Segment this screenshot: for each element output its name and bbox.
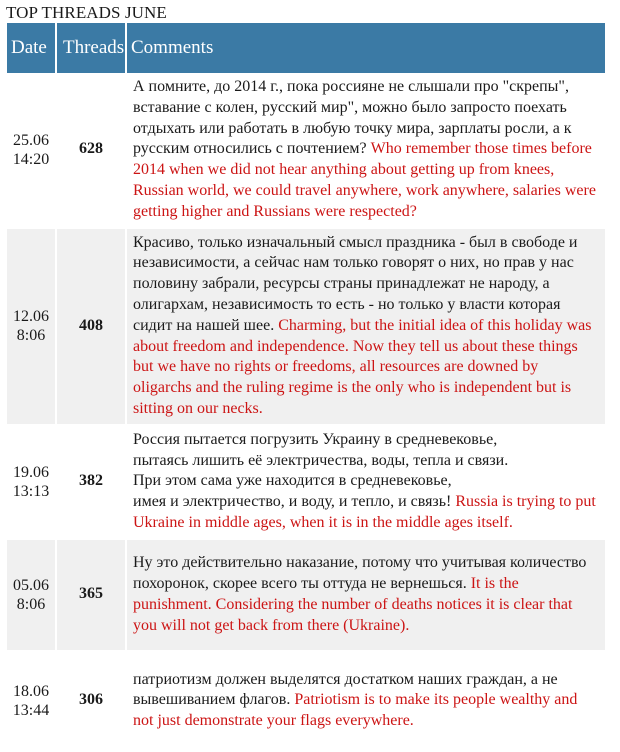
comment-russian-line: Россия пытается погрузить Украину в средневековье, bbox=[133, 430, 498, 448]
comment-russian-line: пытаясь лишить её электричества, воды, тепла и связи. bbox=[133, 451, 509, 469]
date-time: 8:06 bbox=[16, 327, 46, 345]
comment-russian: имея и электричество, и воду, и тепло, и связь! bbox=[133, 493, 456, 511]
top-threads-table bbox=[7, 23, 605, 752]
row-date bbox=[7, 426, 57, 540]
date-day: 05.06 bbox=[13, 576, 49, 594]
table-row bbox=[7, 540, 605, 652]
comment-russian: патриотизм должен выделятся достатком наших граждан, а не вывешиванием флагов. bbox=[133, 670, 558, 709]
comment-cell bbox=[127, 229, 605, 426]
comment-cell bbox=[127, 73, 605, 229]
table-row bbox=[7, 229, 605, 426]
date-day: 19.06 bbox=[13, 463, 49, 481]
comment-english: Russia is trying to put Ukraine in middle ages, when it is in the middle ages itself. bbox=[133, 493, 596, 531]
comment-russian: Красиво, только изначальный смысл праздника - был в свободе и независимости, а сейчас нам только говорят о них, но прав у нас половину забрали, ресурсы страны принадлежат не народу, а олигархам, независимость то есть - но только у власти которая сидит на нашей шее. bbox=[133, 233, 578, 334]
comment-cell bbox=[127, 540, 605, 652]
header-date: Date bbox=[7, 23, 57, 73]
comment-english: It is the punishment. Considering the number of deaths notices it is clear that you will not get back from there (Ukraine). bbox=[133, 574, 573, 634]
header-comments: Comments bbox=[127, 23, 605, 73]
date-day: 18.06 bbox=[13, 682, 49, 700]
comment-english: Who remember those times before 2014 when we did not hear anything about getting up from knees, Russian world, we could travel anywhere, work anywhere, salaries were getting higher and Russians were respected? bbox=[133, 140, 596, 220]
header-threads: Threads bbox=[57, 23, 127, 73]
row-date bbox=[7, 652, 57, 752]
thread-count: 628 bbox=[57, 73, 127, 229]
comment-cell bbox=[127, 426, 605, 540]
date-time: 13:13 bbox=[12, 482, 50, 500]
date-time: 14:20 bbox=[12, 150, 50, 168]
thread-count: 382 bbox=[57, 426, 127, 540]
table-row bbox=[7, 73, 605, 229]
comment-russian-line: При этом сама уже находится в средневековье, bbox=[133, 472, 452, 490]
comment-english: Charming, but the initial idea of this holiday was about freedom and independence. Now they tell us about these things but we have no rights or freedoms, all resources are downed by oligarchs and the ruling regime is the only who is independent but is sitting on our necks. bbox=[133, 316, 592, 417]
date-time: 8:06 bbox=[16, 595, 46, 613]
date-day: 12.06 bbox=[13, 308, 49, 326]
row-date bbox=[7, 540, 57, 652]
row-date bbox=[7, 73, 57, 229]
comment-cell bbox=[127, 652, 605, 752]
thread-count: 408 bbox=[57, 229, 127, 426]
comment-russian: Ну это действительно наказание, потому что учитывая количество похоронок, скорее всего ты оттуда не вернешься. bbox=[133, 554, 587, 592]
table-header-row bbox=[7, 23, 605, 73]
table-row bbox=[7, 426, 605, 540]
date-day: 25.06 bbox=[13, 131, 49, 149]
thread-count: 306 bbox=[57, 652, 127, 752]
table-row bbox=[7, 652, 605, 752]
thread-count: 365 bbox=[57, 540, 127, 652]
date-time: 13:44 bbox=[12, 701, 50, 719]
comment-english: Patriotism is to make its people wealthy and not just demonstrate your flags everywhere. bbox=[133, 691, 578, 730]
page-title: TOP THREADS JUNE bbox=[6, 3, 167, 22]
row-date bbox=[7, 229, 57, 426]
comment-russian: А помните, до 2014 г., пока россияне не слышали про "скрепы", вставание с колен, русский мир", можно было запросто поехать отдыхать или работать в любую точку мира, зарплаты росли, а к русским относились с почтением? bbox=[133, 78, 572, 158]
